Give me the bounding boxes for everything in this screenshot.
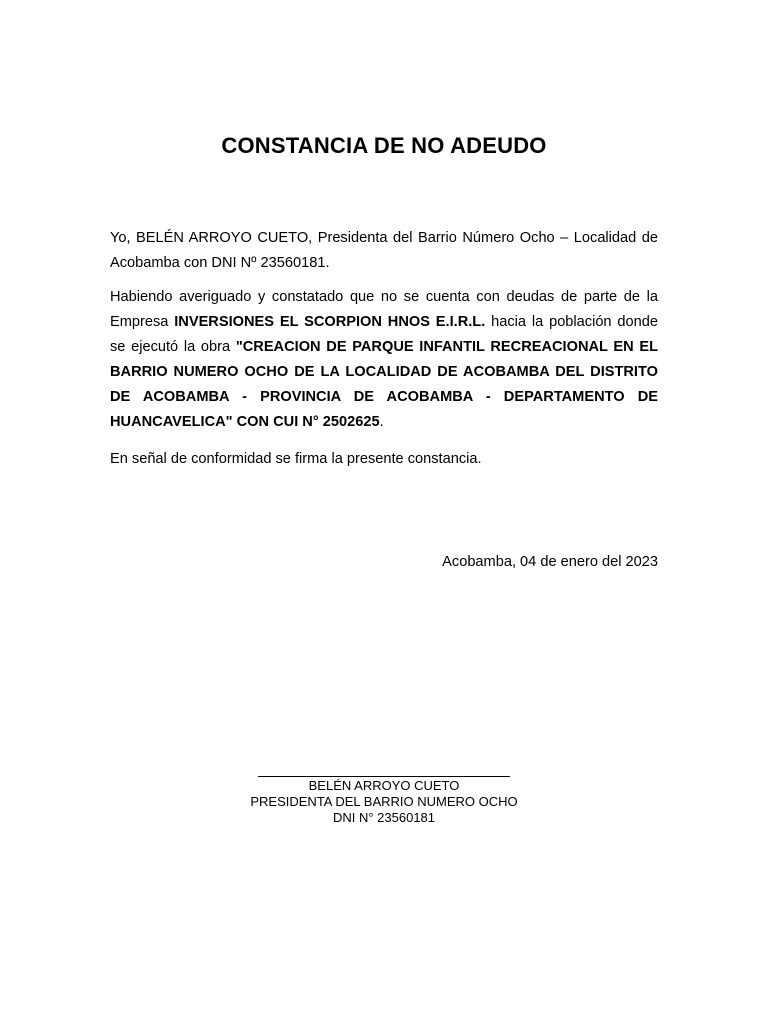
page-title: CONSTANCIA DE NO ADEUDO [221, 133, 547, 158]
body-paragraph [110, 285, 658, 435]
project-name: "CREACION DE PARQUE INFANTIL RECREACIONAL EN EL BARRIO NUMERO OCHO DE LA LOCALIDAD DE ACOBAMBA DEL DISTRITO DE ACOBAMBA - PROVINCIA DE ACOBAMBA - DEPARTAMENTO DE HUANCAVELICA" CON CUI N° 2502625 [110, 339, 658, 430]
signature-line [258, 776, 510, 777]
date-line: Acobamba, 04 de enero del 2023 [442, 554, 658, 570]
company-name: INVERSIONES EL SCORPION HNOS E.I.R.L. [174, 314, 486, 330]
intro-paragraph: Yo, BELÉN ARROYO CUETO, Presidenta del Barrio Número Ocho – Localidad de Acobamba con DNI Nº 23560181. [110, 230, 658, 271]
signer-dni: DNI N° 23560181 [332, 810, 436, 825]
signer-name: BELÉN ARROYO CUETO [308, 778, 460, 793]
body-text-end: . [379, 414, 384, 430]
signature-block [0, 778, 768, 826]
closing-paragraph: En señal de conformidad se firma la presente constancia. [110, 451, 482, 467]
signer-position: PRESIDENTA DEL BARRIO NUMERO OCHO [250, 794, 518, 809]
body-text-1: Habiendo averiguado y constatado que no se cuenta con deudas de parte de la Empresa [110, 289, 658, 330]
body-text-2: hacia la población donde se ejecutó la obra [110, 314, 658, 355]
